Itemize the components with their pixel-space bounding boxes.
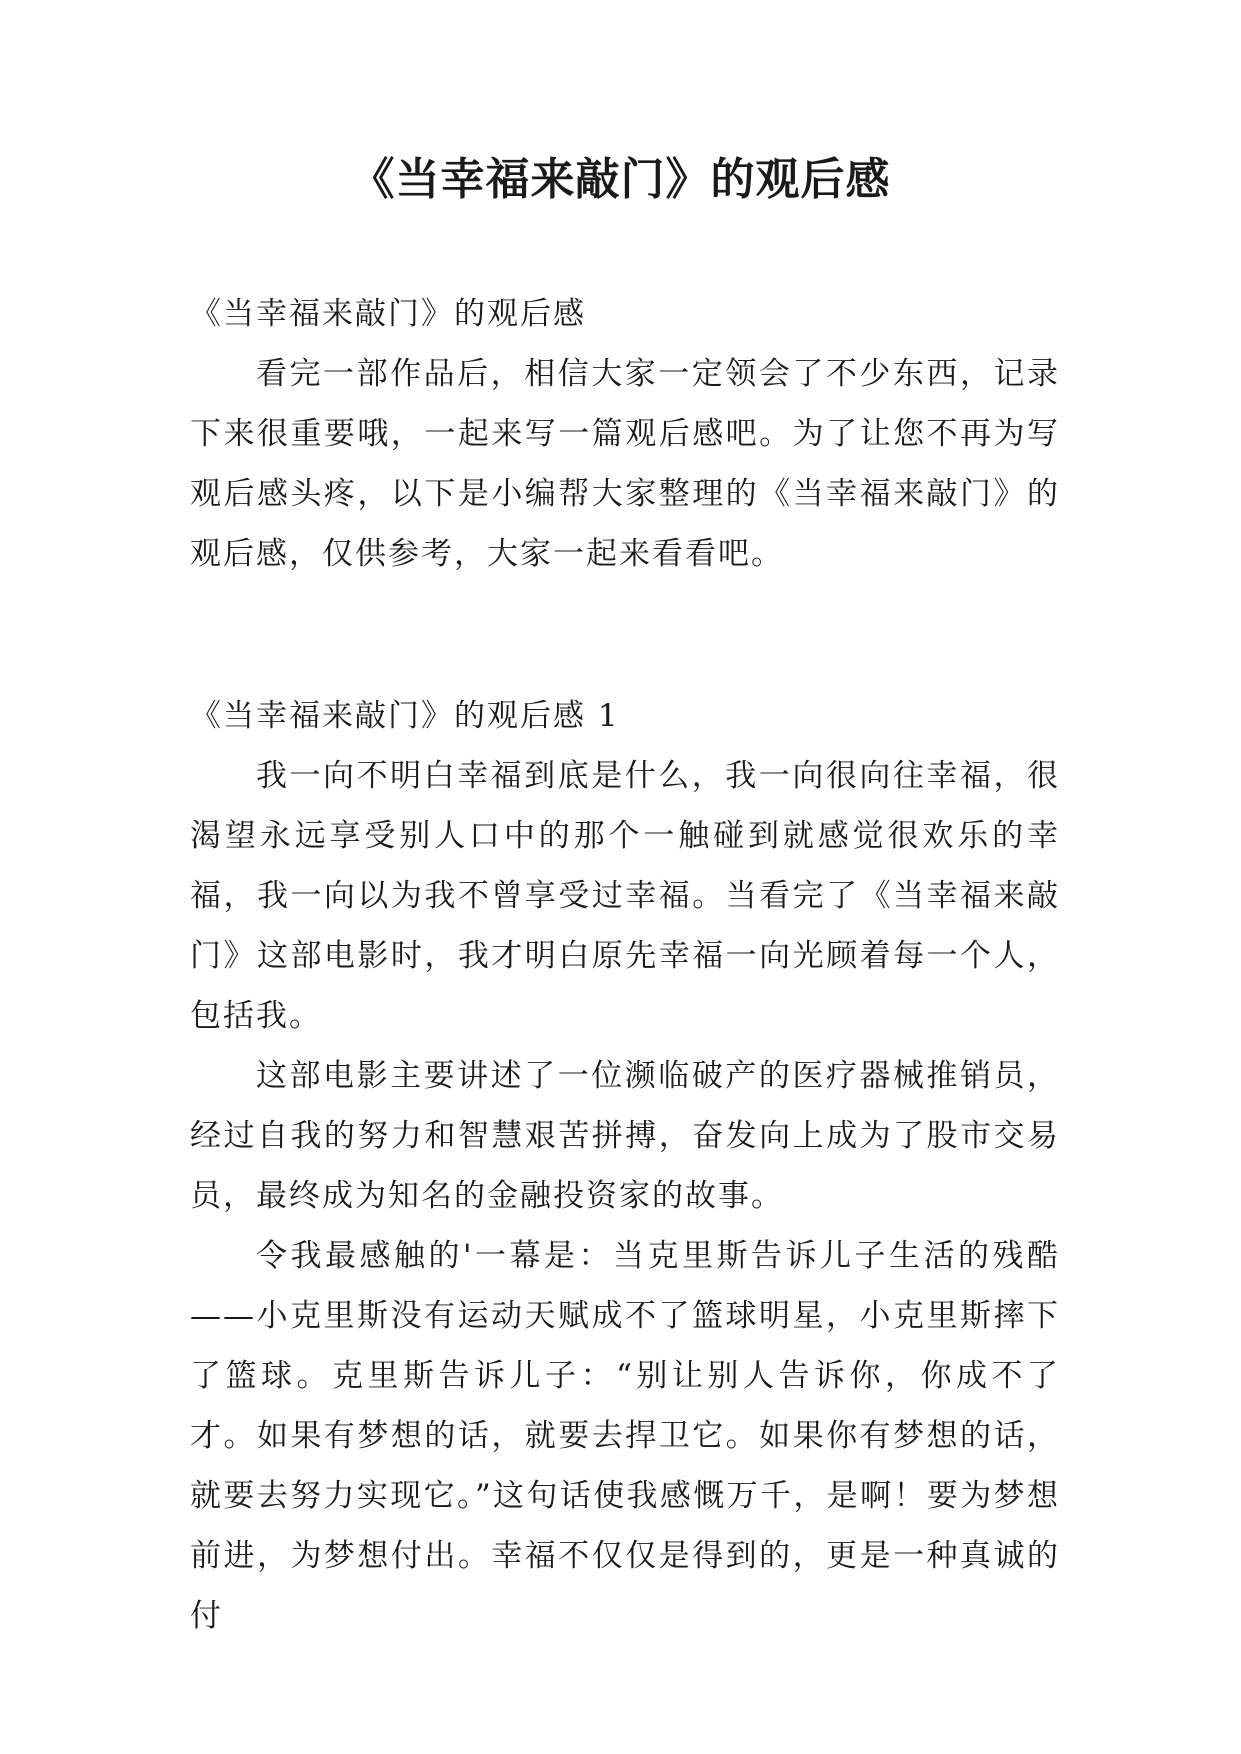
essay-1-paragraph-1: 我一向不明白幸福到底是什么，我一向很向往幸福，很渴望永远享受别人口中的那个一触碰到就感觉很欢乐的幸福，我一向以为我不曾享受过幸福。当看完了《当幸福来敲门》这部电影时，我才明白原先幸福一向光顾着每一个人，包括我。	[190, 758, 1060, 1034]
intro-section	[190, 284, 1060, 584]
intro-heading: 《当幸福来敲门》的观后感	[190, 296, 586, 332]
essay-1-paragraph-2: 这部电影主要讲述了一位濒临破产的医疗器械推销员，经过自我的努力和智慧艰苦拼搏，奋发向上成为了股市交易员，最终成为知名的金融投资家的故事。	[190, 1058, 1060, 1214]
essay-1-paragraph-3: 令我最感触的'一幕是：当克里斯告诉儿子生活的残酷——小克里斯没有运动天赋成不了篮球明星，小克里斯摔下了篮球。克里斯告诉儿子：“别让别人告诉你，你成不了才。如果有梦想的话，就要去捍卫它。如果你有梦想的话，就要去努力实现它。”这句话使我感慨万千，是啊！要为梦想前进，为梦想付出。幸福不仅仅是得到的，更是一种真诚的付	[190, 1238, 1060, 1634]
intro-paragraph: 看完一部作品后，相信大家一定领会了不少东西，记录下来很重要哦，一起来写一篇观后感吧。为了让您不再为写观后感头疼，以下是小编帮大家整理的《当幸福来敲门》的观后感，仅供参考，大家一起来看看吧。	[190, 356, 1060, 572]
essay-1-heading: 《当幸福来敲门》的观后感 1	[190, 698, 620, 734]
essay-1-section	[190, 686, 1060, 1646]
document-title: 《当幸福来敲门》的观后感	[350, 154, 891, 205]
